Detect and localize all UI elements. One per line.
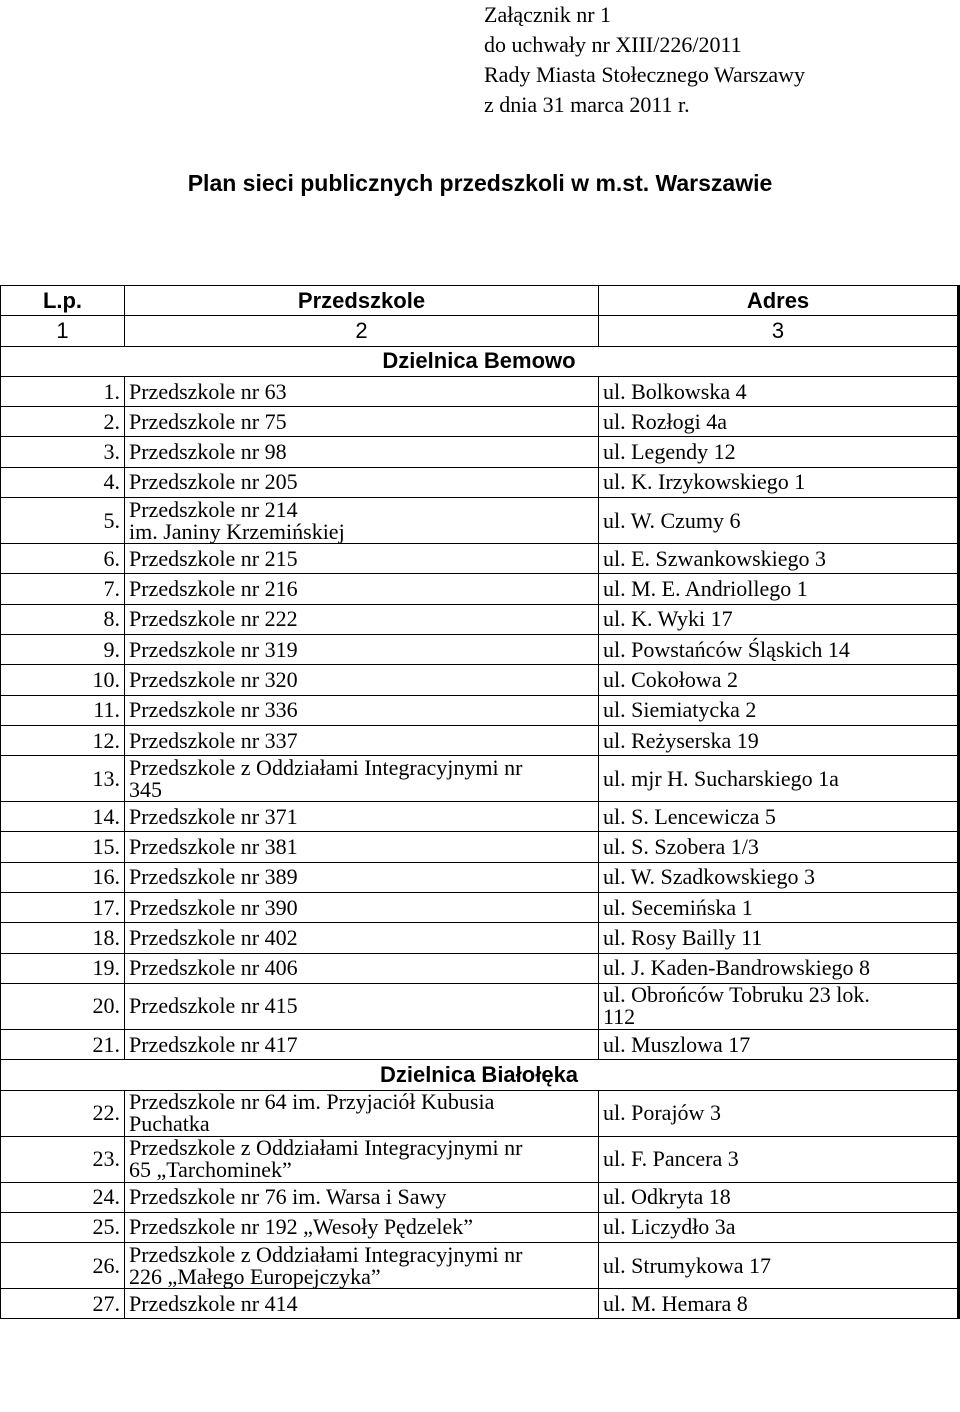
address: [599, 1243, 959, 1289]
address: [599, 407, 959, 437]
kindergarten-name: [125, 665, 599, 695]
table-row: [1, 1029, 959, 1059]
kindergarten-name-line: Przedszkole nr 63: [129, 378, 287, 404]
table-row: [1, 376, 959, 406]
annex-line-1: Załącznik nr 1: [484, 2, 612, 27]
column-number-row: [1, 316, 959, 346]
row-number: 23.: [1, 1136, 125, 1182]
table-row: [1, 574, 959, 604]
table-row: [1, 407, 959, 437]
address-line: ul. Legendy 12: [603, 439, 736, 465]
row-number: 9.: [1, 634, 125, 664]
header-przedszkole: Przedszkole: [125, 286, 599, 316]
address: [599, 725, 959, 755]
table-row: [1, 893, 959, 923]
address-line: ul. Rozłogi 4a: [603, 408, 728, 434]
table-row: [1, 923, 959, 953]
address: [599, 893, 959, 923]
address: [599, 983, 959, 1029]
table-row: [1, 1212, 959, 1242]
table-row: [1, 983, 959, 1029]
row-number: 27.: [1, 1289, 125, 1319]
table-row: [1, 832, 959, 862]
row-number: 25.: [1, 1212, 125, 1242]
address-line: ul. Muszlowa 17: [603, 1031, 751, 1057]
kindergarten-name-line: Przedszkole z Oddziałami Integracyjnymi nr: [129, 755, 523, 780]
kindergarten-name-line: Przedszkole nr 214: [129, 497, 298, 522]
kindergarten-name-line: Przedszkole nr 76 im. Warsa i Sawy: [129, 1184, 447, 1210]
address: [599, 1136, 959, 1182]
row-number: 2.: [1, 407, 125, 437]
address: [599, 695, 959, 725]
table-row: [1, 1243, 959, 1289]
kindergarten-name: [125, 574, 599, 604]
kindergarten-name: [125, 376, 599, 406]
row-number: 11.: [1, 695, 125, 725]
address-line: ul. W. Czumy 6: [603, 507, 741, 533]
table-row: [1, 725, 959, 755]
row-number: 17.: [1, 893, 125, 923]
row-number: 8.: [1, 604, 125, 634]
address-line: ul. Porajów 3: [603, 1100, 721, 1126]
row-number: 10.: [1, 665, 125, 695]
address-line: ul. Bolkowska 4: [603, 378, 747, 404]
district-row-bialoleka: [1, 1060, 959, 1090]
address-line: ul. K. Wyki 17: [603, 606, 733, 632]
address: [599, 862, 959, 892]
kindergarten-name: [125, 756, 599, 802]
kindergarten-name: [125, 695, 599, 725]
table-row: [1, 544, 959, 574]
row-number: 14.: [1, 802, 125, 832]
kindergarten-name: [125, 1243, 599, 1289]
address-line: ul. K. Irzykowskiego 1: [603, 469, 806, 495]
kindergarten-name: [125, 1212, 599, 1242]
table-row: [1, 1182, 959, 1212]
kindergarten-name: [125, 1029, 599, 1059]
kindergarten-name-line: Przedszkole nr 215: [129, 545, 298, 571]
kindergarten-name: [125, 1090, 599, 1136]
address-line: ul. J. Kaden-Bandrowskiego 8: [603, 955, 871, 981]
address: [599, 1182, 959, 1212]
column-number: 3: [599, 316, 959, 346]
kindergarten-name-line: Przedszkole nr 222: [129, 606, 298, 632]
column-number: 1: [1, 316, 125, 346]
row-number: 16.: [1, 862, 125, 892]
address-line: ul. E. Szwankowskiego 3: [603, 545, 827, 571]
address: [599, 832, 959, 862]
address: [599, 953, 959, 983]
kindergarten-name-line: Przedszkole nr 371: [129, 803, 298, 829]
kindergarten-name-line: Przedszkole z Oddziałami Integracyjnymi nr: [129, 1242, 523, 1267]
row-number: 4.: [1, 467, 125, 497]
header-lp: L.p.: [1, 286, 125, 316]
table-row: [1, 953, 959, 983]
kindergarten-name-line: Przedszkole nr 75: [129, 408, 287, 434]
row-number: 12.: [1, 725, 125, 755]
table-row: [1, 756, 959, 802]
address-line: ul. Odkryta 18: [603, 1184, 731, 1210]
kindergarten-name-line: Przedszkole nr 320: [129, 666, 298, 692]
table-row: [1, 1136, 959, 1182]
address-line: ul. Liczydło 3a: [603, 1214, 736, 1240]
row-number: 21.: [1, 1029, 125, 1059]
address: [599, 802, 959, 832]
address-line: ul. Cokołowa 2: [603, 666, 739, 692]
kindergarten-name-line: Przedszkole nr 336: [129, 697, 298, 723]
kindergarten-name-line-2: 345: [129, 776, 162, 802]
district-heading: Dzielnica Białołęka: [1, 1060, 959, 1090]
address: [599, 376, 959, 406]
address: [599, 634, 959, 664]
district-heading: Dzielnica Bemowo: [1, 346, 959, 376]
kindergarten-name: [125, 407, 599, 437]
table-header-row: [1, 286, 959, 316]
row-number: 3.: [1, 437, 125, 467]
kindergarten-name: [125, 1289, 599, 1319]
kindergarten-name-line: Przedszkole nr 390: [129, 894, 298, 920]
address-line: ul. Obrońców Tobruku 23 lok.: [603, 983, 870, 1008]
row-number: 24.: [1, 1182, 125, 1212]
address: [599, 1029, 959, 1059]
kindergarten-name: [125, 498, 599, 544]
address-line: ul. Powstańców Śląskich 14: [603, 636, 850, 662]
annex-note: [484, 0, 805, 120]
table-row: [1, 634, 959, 664]
address: [599, 574, 959, 604]
table-row: [1, 802, 959, 832]
kindergarten-name-line: Przedszkole nr 414: [129, 1290, 298, 1316]
district-row-bemowo: [1, 346, 959, 376]
row-number: 7.: [1, 574, 125, 604]
kindergarten-name-line: Przedszkole nr 319: [129, 636, 298, 662]
row-number: 22.: [1, 1090, 125, 1136]
address-line: ul. Secemińska 1: [603, 894, 753, 920]
kindergarten-name: [125, 467, 599, 497]
row-number: 13.: [1, 756, 125, 802]
address-line: ul. S. Lencewicza 5: [603, 803, 776, 829]
address: [599, 467, 959, 497]
row-number: 1.: [1, 376, 125, 406]
kindergarten-name: [125, 1136, 599, 1182]
address-line: ul. Strumykowa 17: [603, 1252, 772, 1278]
address-line: ul. W. Szadkowskiego 3: [603, 864, 816, 890]
address-line-2: 112: [603, 1004, 636, 1030]
address: [599, 604, 959, 634]
kindergarten-name-line: Przedszkole nr 406: [129, 955, 298, 981]
address-line: ul. F. Pancera 3: [603, 1146, 739, 1172]
address: [599, 923, 959, 953]
kindergarten-name: [125, 634, 599, 664]
table-row: [1, 1289, 959, 1319]
kindergarten-name: [125, 983, 599, 1029]
kindergarten-name: [125, 544, 599, 574]
address: [599, 756, 959, 802]
kindergarten-name: [125, 604, 599, 634]
annex-line-4: z dnia 31 marca 2011 r.: [484, 92, 690, 117]
annex-line-3: Rady Miasta Stołecznego Warszawy: [484, 62, 806, 87]
kindergarten-name-line-2: 226 „Małego Europejczyka”: [129, 1263, 381, 1289]
kindergarten-name-line: Przedszkole nr 192 „Wesoły Pędzelek”: [129, 1214, 473, 1240]
row-number: 26.: [1, 1243, 125, 1289]
table-row: [1, 1090, 959, 1136]
annex-line-2: do uchwały nr XIII/226/2011: [484, 32, 742, 57]
table-row: [1, 498, 959, 544]
header-adres: Adres: [599, 286, 959, 316]
row-number: 15.: [1, 832, 125, 862]
address-line: ul. Rosy Bailly 11: [603, 924, 763, 950]
column-number: 2: [125, 316, 599, 346]
table-row: [1, 695, 959, 725]
address-line: ul. Siemiatycka 2: [603, 697, 757, 723]
kindergarten-name-line: Przedszkole nr 402: [129, 924, 298, 950]
kindergarten-name-line: Przedszkole nr 389: [129, 864, 298, 890]
table-row: [1, 604, 959, 634]
kindergarten-name: [125, 725, 599, 755]
address-line: ul. S. Szobera 1/3: [603, 834, 759, 860]
kindergarten-name-line: Przedszkole nr 205: [129, 469, 298, 495]
address: [599, 544, 959, 574]
address: [599, 665, 959, 695]
kindergarten-name-line: Przedszkole nr 98: [129, 439, 287, 465]
row-number: 5.: [1, 498, 125, 544]
kindergarten-name-line: Przedszkole nr 415: [129, 993, 298, 1019]
address: [599, 1212, 959, 1242]
table-row: [1, 437, 959, 467]
kindergarten-name: [125, 953, 599, 983]
address: [599, 1289, 959, 1319]
kindergarten-name: [125, 923, 599, 953]
kindergarten-name-line: Przedszkole nr 417: [129, 1031, 298, 1057]
row-number: 6.: [1, 544, 125, 574]
address: [599, 498, 959, 544]
kindergarten-name-line: Przedszkole nr 381: [129, 834, 298, 860]
table-row: [1, 665, 959, 695]
kindergarten-table: [0, 285, 960, 1319]
address: [599, 1090, 959, 1136]
row-number: 19.: [1, 953, 125, 983]
row-number: 18.: [1, 923, 125, 953]
kindergarten-name-line: Przedszkole nr 216: [129, 576, 298, 602]
kindergarten-name: [125, 832, 599, 862]
kindergarten-name-line-2: im. Janiny Krzemińskiej: [129, 518, 345, 544]
kindergarten-name-line: Przedszkole nr 337: [129, 727, 298, 753]
table-row: [1, 862, 959, 892]
kindergarten-name-line: Przedszkole nr 64 im. Przyjaciół Kubusia: [129, 1090, 495, 1115]
kindergarten-name: [125, 437, 599, 467]
address-line: ul. M. E. Andriollego 1: [603, 576, 808, 602]
document-title: Plan sieci publicznych przedszkoli w m.st. Warszawie: [187, 170, 773, 196]
address-line: ul. M. Hemara 8: [603, 1290, 748, 1316]
kindergarten-name-line-2: Puchatka: [129, 1111, 210, 1137]
row-number: 20.: [1, 983, 125, 1029]
kindergarten-name: [125, 1182, 599, 1212]
kindergarten-name: [125, 862, 599, 892]
address-line: ul. mjr H. Sucharskiego 1a: [603, 765, 839, 791]
address: [599, 437, 959, 467]
table-row: [1, 467, 959, 497]
kindergarten-name: [125, 893, 599, 923]
kindergarten-name-line: Przedszkole z Oddziałami Integracyjnymi nr: [129, 1136, 523, 1161]
address-line: ul. Reżyserska 19: [603, 727, 759, 753]
kindergarten-name: [125, 802, 599, 832]
kindergarten-name-line-2: 65 „Tarchominek”: [129, 1157, 292, 1183]
